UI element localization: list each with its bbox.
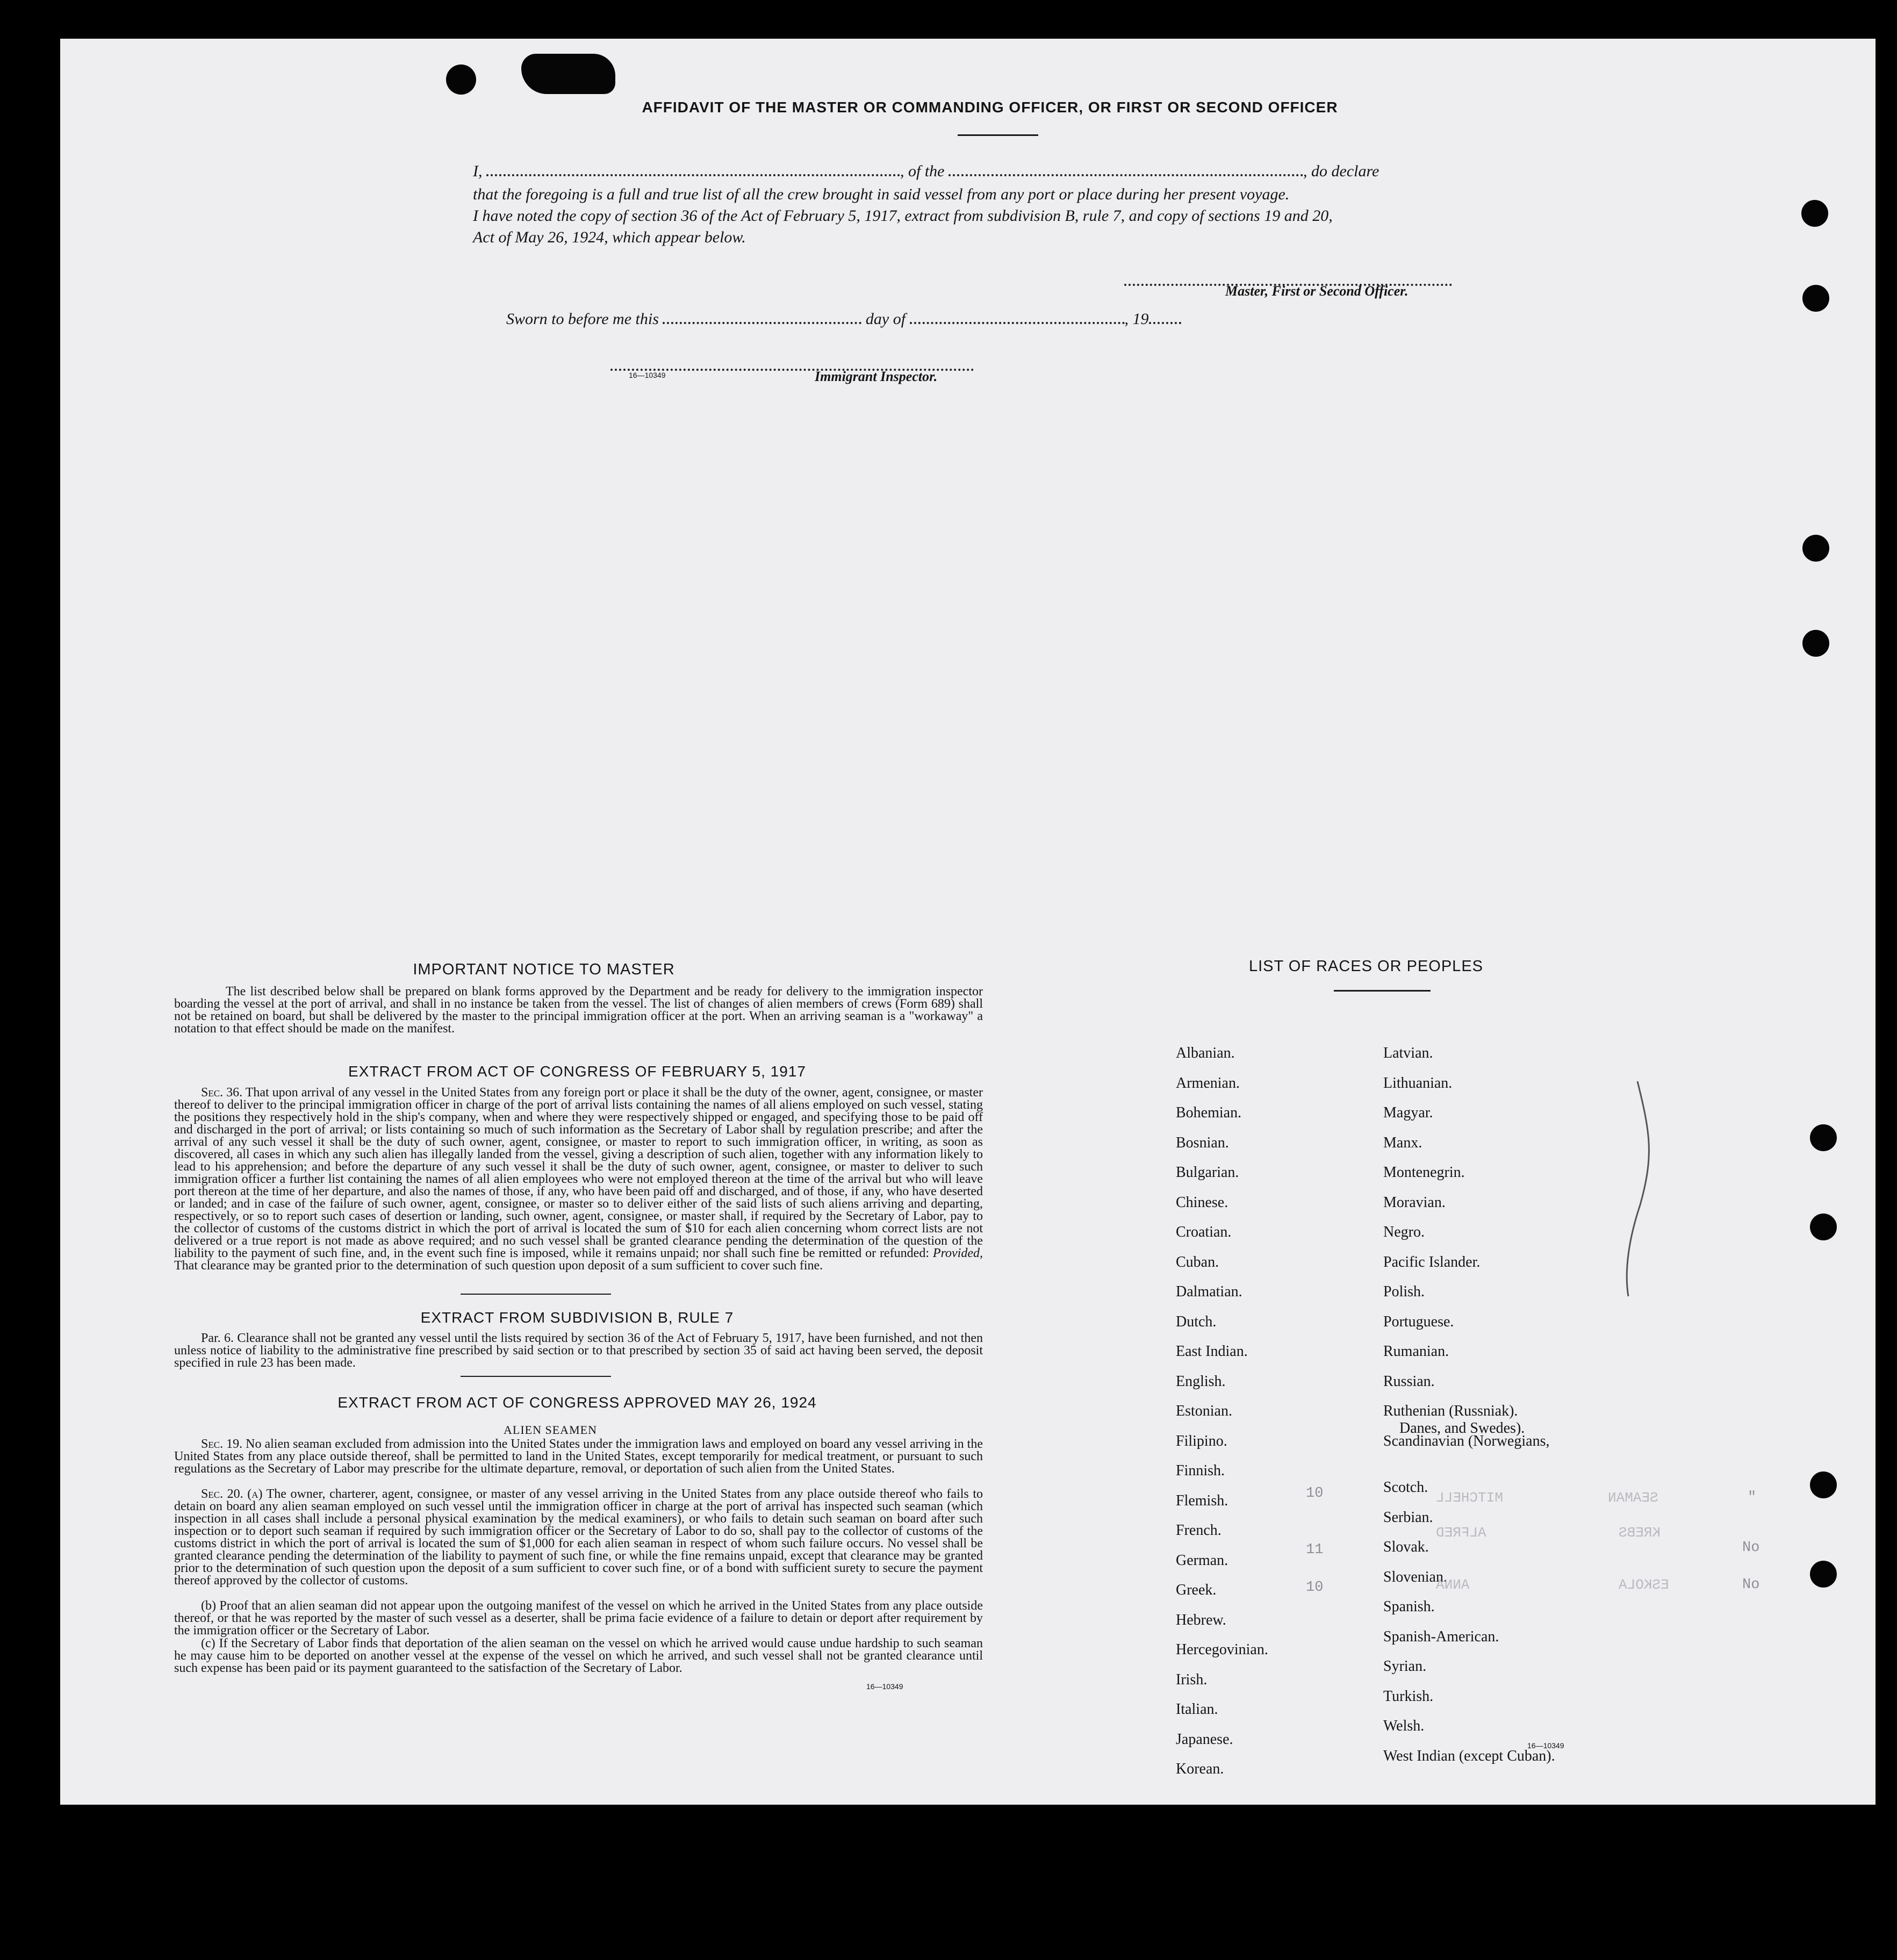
extract-1924-title: EXTRACT FROM ACT OF CONGRESS APPROVED MAY 26, 1924 — [337, 1394, 817, 1411]
name-blank — [486, 174, 900, 176]
race-item-right: Magyar. — [1383, 1104, 1433, 1121]
sec-20b: (b) Proof that an alien seaman did not appear upon the outgoing manifest of the vessel on which he arrived in the United States from any place outside thereof, or that he was reported by the master of such vessel as a deserter, shall be prima facie evidence of a failure to detain or deport after requirement by the immigration officer or the Secretary of Labor. — [174, 1599, 983, 1638]
year-blank — [1149, 322, 1181, 324]
bleed-num-2: 11 — [1306, 1542, 1324, 1558]
section-divider — [461, 1294, 611, 1295]
sworn-day-blank — [663, 322, 861, 324]
punch-hole — [1810, 1471, 1837, 1498]
punch-hole — [1801, 200, 1828, 227]
subdivision-body: Par. 6. Clearance shall not be granted any vessel until the lists required by section 36 of the Act of February 5, 1917, have been furnished, and not then unless notice of liability to the administrative fine prescribed by said section or to that prescribed by section 35 of said act having been served, the deposit specified in rule 23 has been made. — [174, 1331, 983, 1370]
affidavit-line-1 — [473, 162, 1548, 181]
pencil-mark — [1608, 1076, 1656, 1307]
sec-19-label: Sec. 19. — [201, 1437, 243, 1451]
race-item-left: Bosnian. — [1176, 1134, 1229, 1151]
bleed-name-2: ALFRED — [1436, 1525, 1486, 1541]
bleed-role-3: ESKOLA — [1619, 1577, 1669, 1593]
sec-36-text: That upon arrival of any vessel in the United States from any foreign port or place it shall be the duty of the owner, agent, consignee, or master thereof to deliver to the principal immigration officer in charge of the port of arrival lists containing the names of all aliens employed on such vessel, stating the positions they respectively hold in the ship's company, when and where they were respectively shipped or engaged, and specifying those to be paid off and discharged in the port of arrival; or lists containing so much of such information as the Secretary of Labor shall by regulation prescribe; and after the arrival of any such vessel it shall be the duty of such owner, agent, consignee, or master to report to such immigration officer, in writing, as soon as discovered, all cases in which any such alien has illegally landed from the vessel, giving a description of such alien, together with any information likely to lead to his apprehension; and before the departure of any such vessel it shall be the duty of such owner, agent, consignee, or master to deliver to such immigration officer a further list containing the names of all alien employees who were not employed thereon at the time of the arrival but who will leave port thereon at the time of her departure, and also the names of those, if any, who have been paid off and discharged, and of those, if any, who have deserted or landed; and in case of the failure of such owner, agent, consignee, or master so to deliver either of the said lists of such aliens arriving and departing, respectively, or so to report such cases of desertion or landing, such owner, agent, consignee, or master shall, if required by the Secretary of Labor, pay to the collector of customs of the customs district in which the port of arrival is located the sum of $10 for each alien concerning whom correct lists are not delivered or a true report is not made as above required; and no such vessel shall be granted clearance pending the determination of the question of the liability to the payment of such fine, and, in the event such fine is imposed, while it remains unpaid; nor shall such fine be remitted or refunded: — [174, 1086, 983, 1260]
sec-20a — [174, 1488, 983, 1587]
bleed-num-1: 10 — [1306, 1485, 1324, 1502]
sec-20-label: Sec. 20. (a) — [201, 1487, 263, 1501]
bleed-name-1: MITCHELL — [1436, 1490, 1503, 1506]
race-item-right: Slovenian. — [1383, 1568, 1447, 1585]
race-item-left: French. — [1176, 1522, 1221, 1539]
sec-20c: (c) If the Secretary of Labor finds that deportation of the alien seaman on the vessel on which he arrived would cause undue hardship to such seaman he may cause him to be deported on another vessel at the expense of the vessel on which he arrived, and such vessel shall not be granted clearance until such expense has been paid or its payment guaranteed to the satisfaction of the Secretary of Labor. — [174, 1636, 983, 1675]
declare-label: , do declare — [1303, 162, 1379, 180]
race-item-left: Flemish. — [1176, 1492, 1228, 1509]
sworn-label: Sworn to before me this — [506, 310, 659, 328]
punch-hole — [1810, 1214, 1837, 1240]
alien-seamen-subtitle: ALIEN SEAMEN — [504, 1423, 597, 1437]
race-item-right: Negro. — [1383, 1224, 1425, 1240]
race-item-right: Moravian. — [1383, 1194, 1446, 1211]
bleed-name-3: ANNA — [1436, 1577, 1470, 1593]
provided-label: Provided, — [932, 1246, 983, 1260]
bleed-role-2: KREBS — [1619, 1525, 1661, 1541]
race-item-right: Slovak. — [1383, 1539, 1429, 1555]
punch-hole — [1810, 1561, 1837, 1588]
sworn-month-blank — [910, 322, 1125, 324]
race-item-left: Bulgarian. — [1176, 1164, 1239, 1181]
sec-36-label: Sec. 36. — [201, 1086, 243, 1100]
year-label: , 19 — [1124, 310, 1149, 328]
race-item-left: Korean. — [1176, 1761, 1224, 1777]
sec-20a-text: The owner, charterer, agent, consignee, or master of any vessel arriving in the United States from any place outside thereof who fails to detain on board any alien seaman employed on such vessel until the immigration officer in charge at the port of arrival has inspected such seaman (which inspection in all cases shall include a personal physical examination by the medical examiners), or who fails to detain such seaman on board after such inspection or to deport such seaman if required by such immigration officer or the Secretary of Labor to do so, shall pay to the collector of customs of the customs district in which the port of arrival is located the sum of $1,000 for each alien seaman in respect of whom such failure occurs. No vessel shall be granted clearance pending the determination of the liability to payment of such fine, or while the fine remains unpaid, except that clearance may be granted prior to the determination of such question upon the deposit of a sum sufficient to cover such fine, or of a bond with sufficient surety to secure the payment thereof approved by the collector of customs. — [174, 1487, 983, 1588]
race-item-right: Turkish. — [1383, 1688, 1434, 1705]
race-item-left: Cuban. — [1176, 1253, 1219, 1270]
punch-hole — [1810, 1124, 1837, 1151]
race-item-right: Lithuanian. — [1383, 1074, 1453, 1092]
race-item-right: Pacific Islander. — [1383, 1253, 1481, 1270]
bleed-role-1: SEAMAN — [1608, 1490, 1658, 1506]
race-item-right: Ruthenian (Russniak). — [1383, 1403, 1518, 1419]
subdivision-title: EXTRACT FROM SUBDIVISION B, RULE 7 — [420, 1309, 734, 1326]
race-item-right: Portuguese. — [1383, 1313, 1454, 1330]
extract-1917-body — [174, 1087, 983, 1272]
races-title: LIST OF RACES OR PEOPLES — [1248, 958, 1484, 975]
race-item-right: Spanish. — [1383, 1598, 1435, 1615]
race-item-left: Filipino. — [1176, 1432, 1227, 1449]
race-item-right: Rumanian. — [1383, 1343, 1449, 1360]
race-item-left: German. — [1176, 1552, 1228, 1569]
bleed-mark-1: " — [1748, 1490, 1757, 1506]
race-item-left: Croatian. — [1176, 1224, 1232, 1240]
punch-hole — [1802, 630, 1829, 657]
declarant-prefix: I, — [473, 162, 483, 180]
sec-19-text: No alien seaman excluded from admission into the United States under the immigration laws and employed on board any vessel arriving in the United States from any place outside thereof, shall be permitted to land in the United States, except temporarily for medical treatment, or pursuant to such regulations as the Secretary of Labor may prescribe for the ultimate departure, removal, or deportation of such alien from the United States. — [174, 1437, 983, 1476]
signature-label: Master, First or Second Officer. — [1225, 283, 1409, 299]
bleed-mark-2: No — [1742, 1540, 1760, 1556]
section-divider — [461, 1376, 611, 1377]
race-item-right: Syrian. — [1383, 1658, 1427, 1675]
race-item-left: Albanian. — [1176, 1045, 1235, 1061]
race-item-left: Hercegovinian. — [1176, 1641, 1268, 1658]
race-item-right: Russian. — [1383, 1373, 1435, 1390]
notice-title: IMPORTANT NOTICE TO MASTER — [413, 961, 675, 978]
vessel-blank — [948, 174, 1303, 176]
races-title-underline — [1334, 990, 1431, 992]
race-item-left: Japanese. — [1176, 1731, 1233, 1748]
extract-form-number: 16—10349 — [866, 1682, 903, 1691]
punch-hole — [1802, 285, 1829, 312]
race-item-left: Bohemian. — [1176, 1104, 1242, 1121]
affidavit-title: AFFIDAVIT OF THE MASTER OR COMMANDING OFFICER, OR FIRST OR SECOND OFFICER — [642, 99, 1338, 116]
race-item-left: Armenian. — [1176, 1074, 1240, 1092]
of-the-label: , of the — [900, 162, 945, 180]
sec-19 — [174, 1438, 983, 1475]
race-item-right: Scandinavian (Norwegians, — [1383, 1432, 1550, 1449]
sworn-line — [506, 310, 1181, 328]
sec-36-tail: That clearance may be granted prior to the determination of such question upon deposit of a sum sufficient to cover such fine. — [174, 1259, 823, 1273]
race-item-left: Chinese. — [1176, 1194, 1228, 1211]
race-item-left: Finnish. — [1176, 1462, 1225, 1479]
race-item-left: East Indian. — [1176, 1343, 1248, 1360]
inspector-label: Immigrant Inspector. — [815, 369, 938, 384]
document-page — [60, 39, 1876, 1805]
race-item-right: Montenegrin. — [1383, 1164, 1465, 1181]
day-of-label: day of — [865, 310, 906, 328]
race-item-left: Dalmatian. — [1176, 1283, 1242, 1300]
race-item-right: West Indian (except Cuban). — [1383, 1747, 1555, 1764]
race-item-left: Irish. — [1176, 1671, 1208, 1688]
race-item-left: Estonian. — [1176, 1403, 1232, 1419]
bleed-num-3: 10 — [1306, 1580, 1324, 1596]
notice-body: The list described below shall be prepared on blank forms approved by the Department and be ready for delivery to the immigration inspector boarding the vessel at the port of arrival, and shall in no instance be taken from the vessel. The list of changes of alien members of crews (Form 689) shall not be retained on board, but shall be delivered by the master to the principal immigration officer at the port. When an arriving seaman is a "workaway" a notation to that effect should be made on the manifest. — [174, 985, 983, 1036]
title-underline — [958, 134, 1038, 136]
race-item-right: Spanish-American. — [1383, 1628, 1499, 1645]
bleed-mark-3: No — [1742, 1577, 1760, 1593]
affidavit-line-3: I have noted the copy of section 36 of the Act of February 5, 1917, extract from subdivision B, rule 7, and copy of sections 19 and 20, — [473, 207, 1333, 225]
race-item-right: Polish. — [1383, 1283, 1425, 1300]
ink-smudge — [521, 54, 615, 94]
race-item-right: Manx. — [1383, 1134, 1422, 1151]
race-item-left: English. — [1176, 1373, 1226, 1390]
race-item-left: Greek. — [1176, 1582, 1217, 1598]
race-item-left: Italian. — [1176, 1701, 1218, 1718]
races-form-number: 16—10349 — [1527, 1741, 1564, 1750]
extract-1917-title: EXTRACT FROM ACT OF CONGRESS OF FEBRUARY 5, 1917 — [348, 1063, 806, 1080]
punch-hole — [446, 64, 476, 95]
affidavit-line-4: Act of May 26, 1924, which appear below. — [473, 228, 746, 246]
affidavit-line-2: that the foregoing is a full and true list of all the crew brought in said vessel from any port or place during her present voyage. — [473, 185, 1290, 203]
race-item-right: Serbian. — [1383, 1509, 1433, 1526]
race-item-right: Scotch. — [1383, 1479, 1428, 1496]
scandinavian-continued: Danes, and Swedes). — [1399, 1420, 1525, 1437]
race-item-right: Latvian. — [1383, 1045, 1433, 1061]
affidavit-form-number: 16—10349 — [629, 371, 666, 379]
race-item-left: Hebrew. — [1176, 1611, 1226, 1628]
punch-hole — [1802, 535, 1829, 562]
race-item-left: Dutch. — [1176, 1313, 1217, 1330]
race-item-right: Welsh. — [1383, 1718, 1425, 1734]
